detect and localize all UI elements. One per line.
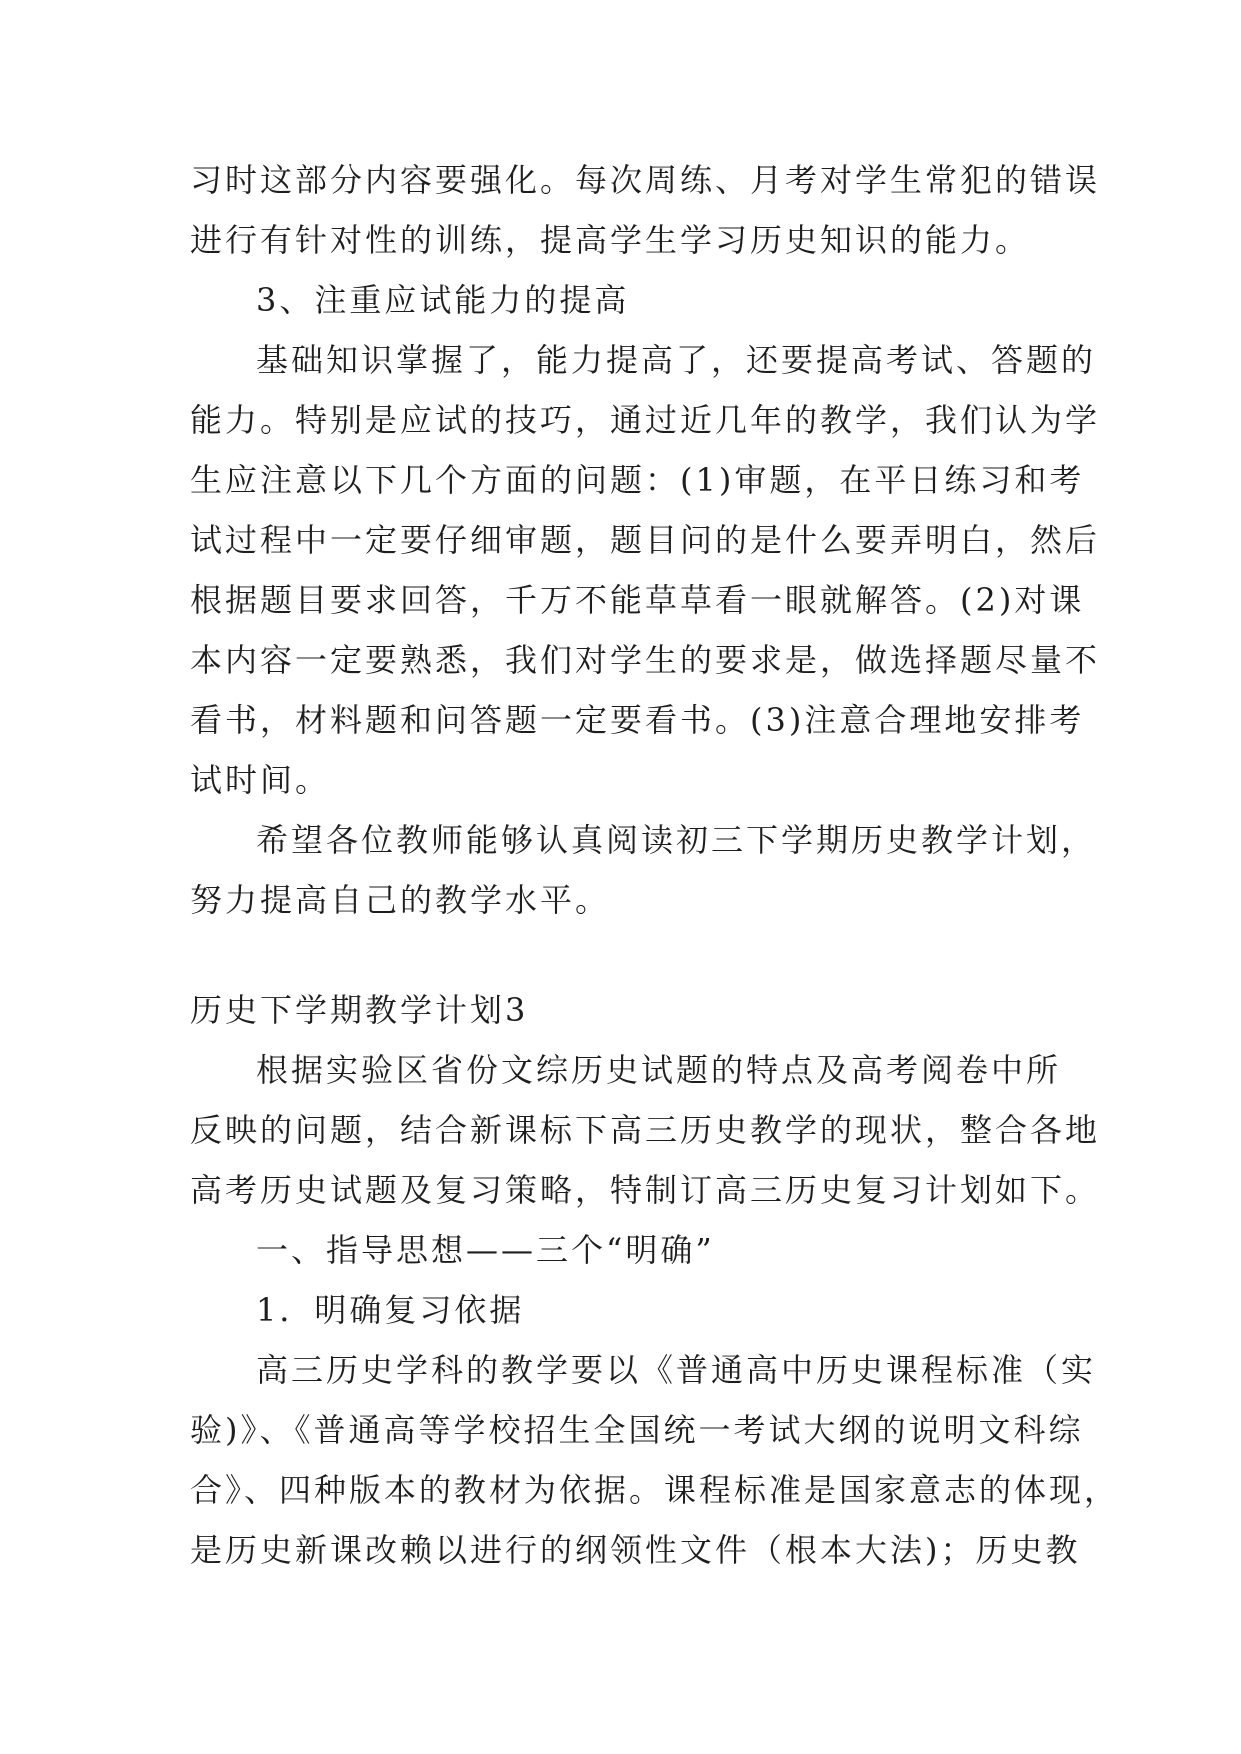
- text-line: 是历史新课改赖以进行的纲领性文件（根本大法)；历史教: [190, 1531, 1081, 1569]
- text-line: 看书，材料题和问答题一定要看书。(3)注意合理地安排考: [190, 701, 1085, 739]
- text-line: 高三历史学科的教学要以《普通高中历史课程标准（实: [256, 1351, 1097, 1389]
- text-line: 能力。特别是应试的技巧，通过近几年的教学，我们认为学: [190, 401, 1101, 439]
- section-heading: 3、注重应试能力的提高: [256, 281, 630, 319]
- text-line: 根据题目要求回答，千万不能草草看一眼就解答。(2)对课: [190, 581, 1085, 619]
- text-line: 习时这部分内容要强化。每次周练、月考对学生常犯的错误: [190, 161, 1101, 199]
- section-heading: 一、指导思想——三个“明确”: [256, 1231, 715, 1269]
- text-line: 基础知识掌握了，能力提高了，还要提高考试、答题的: [256, 341, 1097, 379]
- text-line: 高考历史试题及复习策略，特制订高三历史复习计划如下。: [190, 1171, 1101, 1209]
- text-line: 希望各位教师能够认真阅读初三下学期历史教学计划，: [256, 821, 1097, 859]
- document-title: 历史下学期教学计划3: [190, 991, 529, 1029]
- text-line: 反映的问题，结合新课标下高三历史教学的现状，整合各地: [190, 1111, 1101, 1149]
- text-line: 努力提高自己的教学水平。: [190, 881, 611, 919]
- text-line: 试时间。: [190, 761, 331, 799]
- text-line: 验)》、《普通高等学校招生全国统一考试大纲的说明文科综: [190, 1411, 1084, 1449]
- subsection-heading: 1．明确复习依据: [256, 1291, 525, 1329]
- text-line: 合》、四种版本的教材为依据。课程标准是国家意志的体现，: [190, 1471, 1120, 1509]
- text-line: 本内容一定要熟悉，我们对学生的要求是，做选择题尽量不: [190, 641, 1101, 679]
- text-line: 生应注意以下几个方面的问题：(1)审题，在平日练习和考: [190, 461, 1085, 499]
- text-line: 进行有针对性的训练，提高学生学习历史知识的能力。: [190, 221, 1031, 259]
- text-line: 根据实验区省份文综历史试题的特点及高考阅卷中所: [256, 1051, 1062, 1089]
- text-line: 试过程中一定要仔细审题，题目问的是什么要弄明白，然后: [190, 521, 1101, 559]
